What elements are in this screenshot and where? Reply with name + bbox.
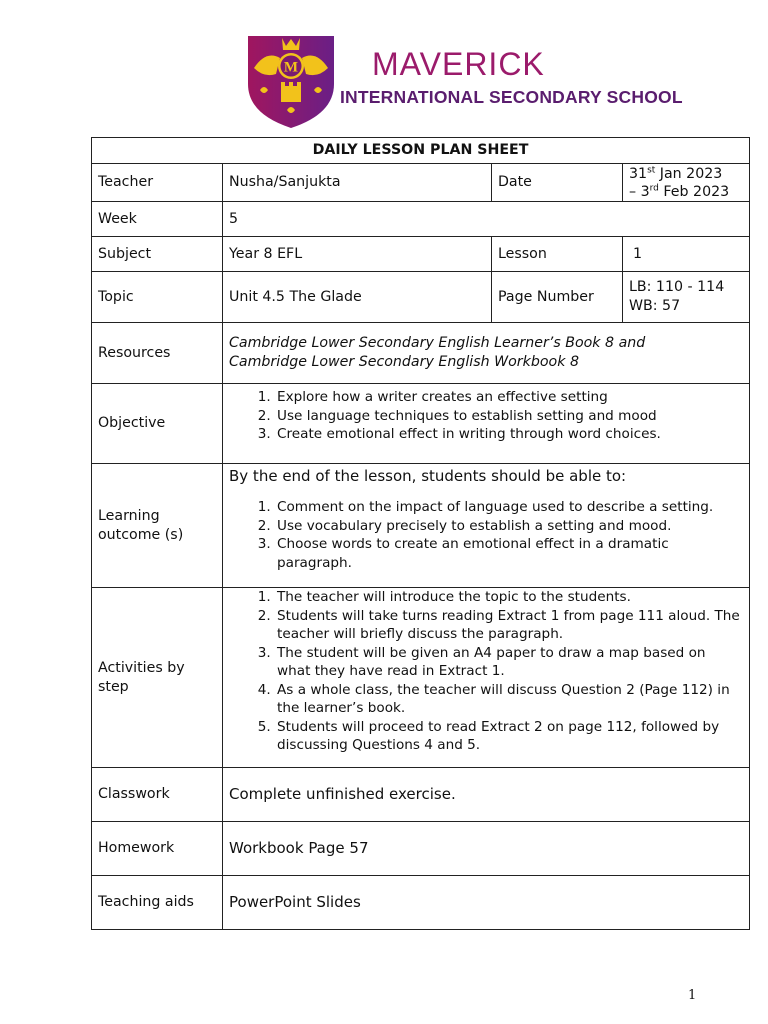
teaching-aids-value: PowerPoint Slides [223, 876, 750, 930]
teacher-label: Teacher [92, 164, 223, 202]
date-end-prefix: – 3 [629, 183, 650, 200]
page-number-label: Page Number [492, 272, 623, 323]
resources-label: Resources [92, 323, 223, 384]
learners-book-pages: LB: 110 - 114 [629, 279, 725, 295]
week-value: 5 [223, 202, 750, 237]
activity-item: 1. The teacher will introduce the topic to the students. [275, 588, 743, 607]
homework-value: Workbook Page 57 [223, 822, 750, 876]
table-row [92, 588, 750, 768]
date-start-day: 31 [629, 165, 648, 182]
table-row [92, 202, 750, 237]
date-end-suffix: rd [649, 182, 659, 193]
lesson-plan-table [91, 137, 750, 930]
table-row [92, 164, 750, 202]
table-row [92, 464, 750, 588]
page-number-value [623, 272, 750, 323]
lesson-value: 1 [623, 237, 750, 272]
crest-monogram: M [283, 59, 299, 76]
topic-value: Unit 4.5 The Glade [223, 272, 492, 323]
objective-item: 2. Use language techniques to establish setting and mood [275, 407, 743, 426]
objective-item: 3. Create emotional effect in writing through word choices. [275, 425, 743, 444]
school-header [246, 32, 683, 130]
activities-cell [223, 588, 750, 768]
date-start-rest: Jan 2023 [655, 165, 723, 182]
table-row [92, 384, 750, 464]
learning-outcome-label: Learning outcome (s) [92, 464, 223, 588]
resource-line: Cambridge Lower Secondary English Workbook 8 [229, 354, 579, 370]
subject-label: Subject [92, 237, 223, 272]
classwork-label: Classwork [92, 768, 223, 822]
week-label: Week [92, 202, 223, 237]
activity-item: 2. Students will take turns reading Extract 1 from page 111 aloud. The teacher will briefly discuss the paragraph. [275, 607, 743, 644]
objective-list [229, 388, 743, 444]
table-row [92, 323, 750, 384]
classwork-value: Complete unfinished exercise. [223, 768, 750, 822]
workbook-pages: WB: 57 [629, 298, 681, 314]
table-row [92, 237, 750, 272]
objective-item: 1. Explore how a writer creates an effective setting [275, 388, 743, 407]
activities-label: Activities by step [92, 588, 223, 768]
teacher-value: Nusha/Sanjukta [223, 164, 492, 202]
page-number-footer: 1 [688, 988, 697, 1003]
table-row [92, 768, 750, 822]
activity-item: 5. Students will proceed to read Extract 2 on page 112, followed by discussing Questions 4 and 5. [275, 718, 743, 755]
homework-label: Homework [92, 822, 223, 876]
learning-outcome-item: 1. Comment on the impact of language used to describe a setting. [275, 498, 743, 517]
activity-item: 4. As a whole class, the teacher will discuss Question 2 (Page 112) in the learner’s book. [275, 681, 743, 718]
learning-outcome-item: 3. Choose words to create an emotional effect in a dramatic paragraph. [275, 535, 743, 572]
learning-outcome-cell [223, 464, 750, 588]
learning-outcome-lead: By the end of the lesson, students should be able to: [229, 467, 627, 485]
resources-value [223, 323, 750, 384]
topic-label: Topic [92, 272, 223, 323]
school-name: MAVERICK [372, 46, 545, 82]
learning-outcome-item: 2. Use vocabulary precisely to establish a setting and mood. [275, 517, 743, 536]
date-value [623, 164, 750, 202]
objective-list-cell [223, 384, 750, 464]
school-subtitle: INTERNATIONAL SECONDARY SCHOOL [340, 87, 683, 107]
activities-list [229, 588, 743, 755]
learning-outcome-list [229, 498, 743, 572]
table-row [92, 272, 750, 323]
table-row [92, 876, 750, 930]
table-row [92, 138, 750, 164]
school-crest-logo [246, 32, 336, 130]
objective-label: Objective [92, 384, 223, 464]
date-label: Date [492, 164, 623, 202]
date-start-suffix: st [647, 164, 656, 175]
table-row [92, 822, 750, 876]
lesson-label: Lesson [492, 237, 623, 272]
teaching-aids-label: Teaching aids [92, 876, 223, 930]
subject-value: Year 8 EFL [223, 237, 492, 272]
date-end-rest: Feb 2023 [658, 183, 730, 200]
sheet-title: DAILY LESSON PLAN SHEET [92, 138, 750, 164]
resource-line: Cambridge Lower Secondary English Learner’s Book 8 and [229, 335, 646, 351]
activity-item: 3. The student will be given an A4 paper to draw a map based on what they have read in Extract 1. [275, 644, 743, 681]
